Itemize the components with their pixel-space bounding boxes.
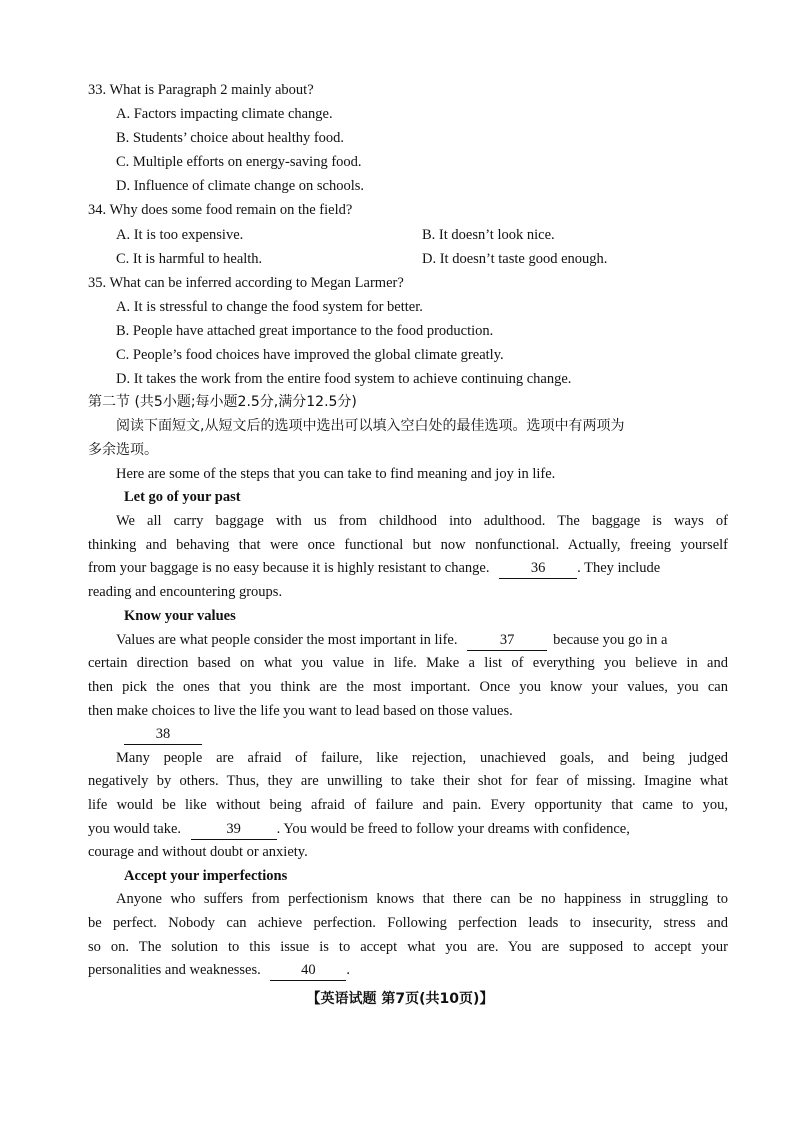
q35-option-d: D. It takes the work from the entire food system to achieve continuing change. xyxy=(116,371,572,387)
p2-line2: certain direction based on what you value in life. Make a list of everything you believe in and xyxy=(88,655,728,671)
p4-line4-text-b: . xyxy=(346,962,350,978)
heading-accept-your-imperfections: Accept your imperfections xyxy=(124,868,288,884)
blank-38-line xyxy=(124,724,202,745)
p3-line4-text-b: . You would be freed to follow your dreams with confidence, xyxy=(276,821,630,837)
p2-line1-text-a: Values are what people consider the most important in life. xyxy=(116,632,458,648)
q35-stem: 35. What can be inferred according to Megan Larmer? xyxy=(88,275,404,291)
blank-38[interactable]: 38 xyxy=(124,724,202,745)
q34-option-b: B. It doesn’t look nice. xyxy=(422,227,555,243)
p2-line3: then pick the ones that you think are the most important. Once you know your values, you can xyxy=(88,679,728,695)
blank-37[interactable]: 37 xyxy=(467,630,547,651)
p1-line3-text-a: from your baggage is no easy because it is highly resistant to change. xyxy=(88,560,490,576)
p3-line4 xyxy=(88,819,630,840)
blank-40[interactable]: 40 xyxy=(270,960,346,981)
p3-line2: negatively by others. Thus, they are unwilling to take their shot for fear of missing. Imagine what xyxy=(88,773,728,789)
p4-line1: Anyone who suffers from perfectionism knows that there can be no happiness in struggling to xyxy=(116,891,728,907)
q34-option-d: D. It doesn’t taste good enough. xyxy=(422,251,608,267)
q33-option-b: B. Students’ choice about healthy food. xyxy=(116,130,345,146)
p2-line1 xyxy=(116,630,667,651)
section2-heading: 第二节 (共5小题;每小题2.5分,满分12.5分) xyxy=(88,394,357,410)
q33-option-d: D. Influence of climate change on schools. xyxy=(116,178,365,194)
q35-option-c: C. People’s food choices have improved the global climate greatly. xyxy=(116,347,504,363)
heading-know-your-values: Know your values xyxy=(124,608,236,624)
p3-line1: Many people are afraid of failure, like rejection, unachieved goals, and being judged xyxy=(116,750,728,766)
q33-stem: 33. What is Paragraph 2 mainly about? xyxy=(88,82,314,98)
p1-line2: thinking and behaving that were once functional but now nonfunctional. Actually, freeing yourself xyxy=(88,537,728,553)
section2-instruction-line2: 多余选项。 xyxy=(88,442,158,458)
p4-line4-text-a: personalities and weaknesses. xyxy=(88,962,261,978)
p3-line5: courage and without doubt or anxiety. xyxy=(88,844,308,860)
p4-line2: be perfect. Nobody can achieve perfection. Following perfection leads to insecurity, stress and xyxy=(88,915,728,931)
blank-36[interactable]: 36 xyxy=(499,558,577,579)
q33-option-a: A. Factors impacting climate change. xyxy=(116,106,333,122)
p1-line3-text-b: . They include xyxy=(577,560,661,576)
page-footer: 【英语试题 第7页(共10页)】 xyxy=(306,991,494,1007)
q34-option-a: A. It is too expensive. xyxy=(116,227,244,243)
heading-let-go-of-your-past: Let go of your past xyxy=(124,489,241,505)
blank-39[interactable]: 39 xyxy=(191,819,277,840)
p2-line4: then make choices to live the life you want to lead based on those values. xyxy=(88,703,513,719)
q35-option-b: B. People have attached great importance to the food production. xyxy=(116,323,494,339)
q33-option-c: C. Multiple efforts on energy-saving food. xyxy=(116,154,362,170)
p1-line1: We all carry baggage with us from childhood into adulthood. The baggage is ways of xyxy=(116,513,728,529)
q34-option-c: C. It is harmful to health. xyxy=(116,251,263,267)
p2-line1-text-b: because you go in a xyxy=(553,632,668,648)
p4-line3: so on. The solution to this issue is to accept what you are. You are supposed to accept your xyxy=(88,939,728,955)
p1-line4: reading and encountering groups. xyxy=(88,584,283,600)
p3-line3: life would be like without being afraid of failure and pain. Every opportunity that came to you, xyxy=(88,797,728,813)
passage-intro: Here are some of the steps that you can take to find meaning and joy in life. xyxy=(116,466,556,482)
section2-instruction-line1: 阅读下面短文,从短文后的选项中选出可以填入空白处的最佳选项。选项中有两项为 xyxy=(116,418,625,434)
p4-line4 xyxy=(88,960,350,981)
q35-option-a: A. It is stressful to change the food system for better. xyxy=(116,299,423,315)
p3-line4-text-a: you would take. xyxy=(88,821,182,837)
p1-line3 xyxy=(88,558,660,579)
q34-stem: 34. Why does some food remain on the field? xyxy=(88,202,353,218)
